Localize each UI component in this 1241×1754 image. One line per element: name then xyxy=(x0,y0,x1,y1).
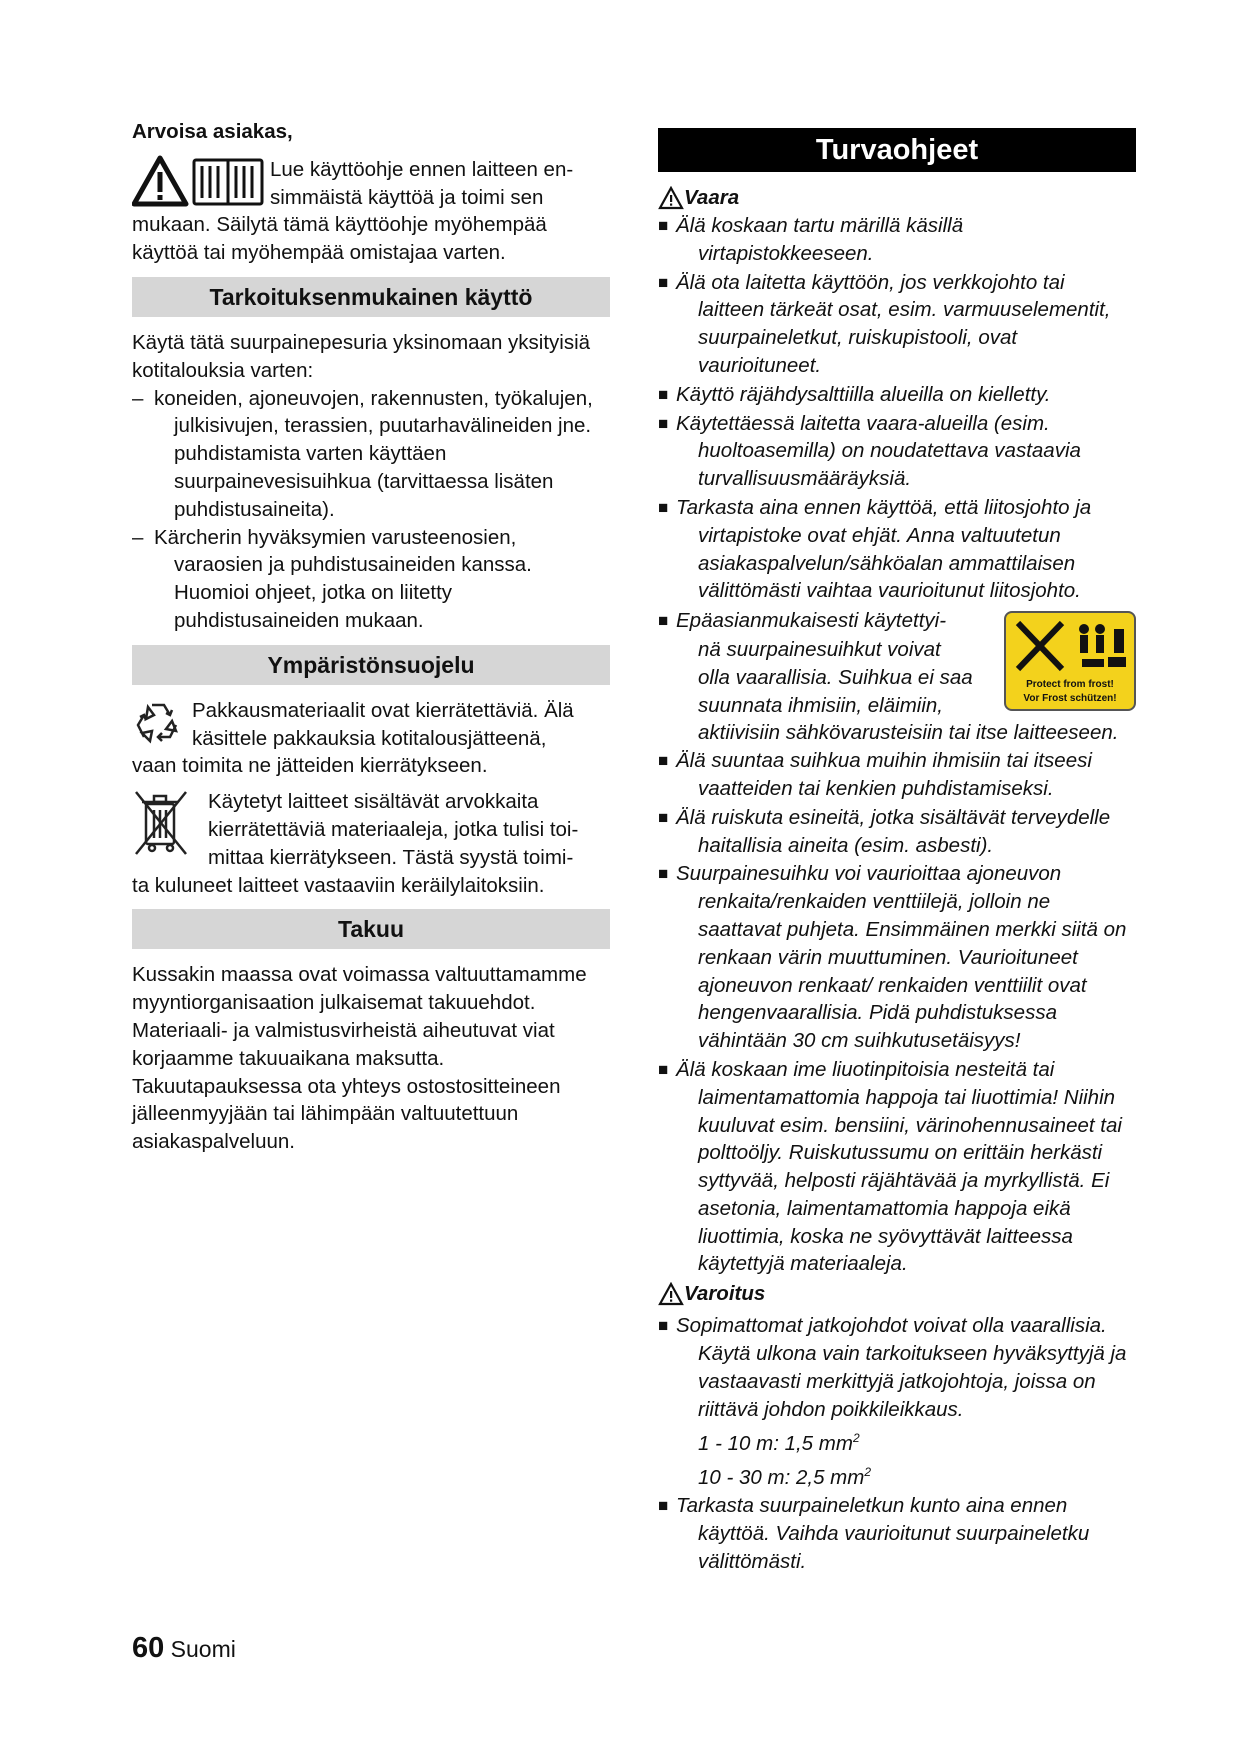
list-item-text: Tarkasta aina ennen käyttöä, että liitosjohto ja virtapistoke ovat ehjät. Anna valtuutetun asiakaspalvelun/sähköalan ammattilaisen välittömästi vaihtaa vaurioitunut liitosjohto. xyxy=(676,495,1092,603)
list-item-text: Tarkasta suurpaineletkun kunto aina ennen käyttöä. Vaihda vaurioitunut suurpaineletku välittömästi. xyxy=(676,1494,1090,1573)
section-heading-environment: Ympäristönsuojelu xyxy=(132,645,610,685)
footer-language: Suomi xyxy=(170,1636,236,1662)
warning-triangle-icon xyxy=(134,158,186,204)
list-item-text: Kärcherin hyväksymien varusteenosien, varaosien ja puhdistusaineiden kanssa. Huomioi ohjeet, jotka on liitetty puhdistusaineiden mukaan. xyxy=(154,525,532,632)
bullet-square-icon: ■ xyxy=(658,1059,669,1079)
danger-label: Vaara xyxy=(684,186,740,209)
list-item xyxy=(658,607,1004,635)
safety-title: Turvaohjeet xyxy=(658,128,1136,172)
list-item-text: Älä suuntaa suihkua muihin ihmisiin tai itseesi vaatteiden tai kenkien puhdistamiseksi. xyxy=(676,749,1092,800)
page-number: 60 xyxy=(132,1632,165,1664)
bullet-square-icon: ■ xyxy=(658,272,669,292)
list-item xyxy=(658,410,1136,493)
no-spray-pictogram-icon xyxy=(1008,615,1132,677)
list-item: – Kärcherin hyväksymien varusteenosien, varaosien ja puhdistusaineiden kanssa. Huomioi ohjeet, jotka on liitetty puhdistusaineiden mukaan. xyxy=(132,524,610,635)
recycle-lines xyxy=(192,697,574,753)
intro-line: simmäistä käyttöä ja toimi sen xyxy=(270,185,544,209)
list-item xyxy=(658,1312,1136,1423)
bullet-square-icon: ■ xyxy=(658,807,669,827)
list-item: – koneiden, ajoneuvojen, rakennusten, työkalujen, julkisivujen, terassien, puutarhavälineiden jne. puhdistamista varten käyttäen suurpainevesisuihkua (tarvittaessa lisäten puhdistusaineita). xyxy=(132,385,610,524)
warranty-text: Kussakin maassa ovat voimassa valtuuttamamme myyntiorganisaation julkaisemat takuuehdot. Materiaali- ja valmistusvirheistä aiheutuvat viat korjaamme takuuaikana maksutta. Takuutapauksessa ota yhteys ostostositteineen jälleenmyyjään tai lähimpään valtuutettuun asiakaspalveluun. xyxy=(132,963,587,1154)
jet-line: Epäasianmukaisesti käytettyi- xyxy=(676,609,947,633)
weee-line: Käytetyt laitteet sisältävät arvokkaita xyxy=(208,790,539,814)
bullet-square-icon: ■ xyxy=(658,864,669,884)
jet-warning-item xyxy=(658,607,1136,747)
cable-spec xyxy=(658,1458,1136,1492)
list-item-text: koneiden, ajoneuvojen, rakennusten, työkalujen, julkisivujen, terassien, puutarhavälineiden jne. puhdistamista varten käyttäen suurpainevesisuihkua (tarvittaessa lisäten puhdistusaineita). xyxy=(154,386,593,521)
weee-text: ta kuluneet laitteet vastaaviin keräilylaitoksiin. xyxy=(132,873,545,897)
jet-line: olla vaarallisia. Suihkua ei saa xyxy=(698,665,973,689)
list-item-text: Käytettäessä laitetta vaara-alueilla (esim. huoltoasemilla) on noudatettava vastaavia turvallisuusmääräyksiä. xyxy=(676,411,1081,491)
intro-text: mukaan. Säilytä tämä käyttöohje myöhempää käyttöä tai myöhempää omistajaa varten. xyxy=(132,213,547,265)
list-item-text: Älä ota laitetta käyttöön, jos verkkojohto tai laitteen tärkeät osat, esim. varmuuselementit, suurpaineletkut, ruiskupistooli, ovat vaurioituneet. xyxy=(676,270,1111,377)
list-item xyxy=(658,212,1136,268)
manual-book-icon xyxy=(194,160,262,204)
list-item-text: Älä ruiskuta esineitä, jotka sisältävät terveydelle haitallisia aineita (esim. asbesti). xyxy=(676,805,1111,857)
bullet-square-icon: ■ xyxy=(658,497,669,517)
section-heading-warranty: Takuu xyxy=(132,909,610,949)
greeting: Arvoisa asiakas, xyxy=(132,120,293,143)
list-item xyxy=(658,269,1136,380)
right-column xyxy=(658,128,1136,1577)
weee-line: kierrätettäviä materiaaleja, jotka tulisi toi- xyxy=(208,817,579,841)
bullet-square-icon: ■ xyxy=(658,1316,669,1336)
list-item-text: Käyttö räjähdysalttiilla alueilla on kielletty. xyxy=(676,382,1051,406)
intro-line: Lue käyttöohje ennen laitteen en- xyxy=(270,157,574,181)
warning-triangle-icon xyxy=(658,1282,684,1306)
recycle-line: käsittele pakkauksia kotitalousjätteenä, xyxy=(192,726,547,750)
recycle-icon xyxy=(132,697,192,753)
left-column xyxy=(132,118,610,1156)
jet-text: aktiivisiin sähkövarusteisiin tai itse laitteeseen. xyxy=(698,721,1119,745)
list-item-text: Suurpainesuihku voi vaurioittaa ajoneuvon renkaita/renkaiden venttiilejä, jolloin ne saattavat puhjeta. Ensimmäinen merkki siitä on renkaan värin muuttuminen. Vaurioituneet ajoneuvon renkaat/ renkaiden venttiilit ovat hengenvaarallisia. Pidä puhdistuksessa vähintään 30 cm suihkutusetäisyys! xyxy=(676,862,1127,1053)
frost-text-en: Protect from frost! xyxy=(1026,679,1114,691)
bullet-square-icon: ■ xyxy=(658,751,669,771)
list-item-text: Sopimattomat jatkojohdot voivat olla vaarallisia. Käytä ulkona vain tarkoitukseen hyväksyttyjä ja vastaavasti merkittyjä jatkojohtoja, joissa on riittävä johdon poikkileikkaus. xyxy=(676,1314,1127,1421)
bullet-square-icon: ■ xyxy=(658,413,669,433)
section-heading-intended-use: Tarkoituksenmukainen käyttö xyxy=(132,277,610,317)
danger-heading xyxy=(658,184,1136,212)
recycle-block xyxy=(132,697,610,753)
jet-line: suunnata ihmisiin, eläimiin, xyxy=(698,693,943,717)
recycle-line: Pakkausmateriaalit ovat kierrätettäviä. Älä xyxy=(192,698,574,722)
recycle-text: vaan toimita ne jätteiden kierrätykseen. xyxy=(132,754,488,778)
intro-lines xyxy=(270,154,573,212)
cable-spec xyxy=(658,1424,1136,1458)
cable-spec-sup: 2 xyxy=(852,1431,860,1446)
list-item xyxy=(658,494,1136,605)
bullet-square-icon: ■ xyxy=(658,1496,669,1516)
list-item-text: Älä koskaan tartu märillä käsillä virtapistokkeeseen. xyxy=(676,214,964,265)
danger-triangle-icon xyxy=(658,186,684,210)
weee-block xyxy=(132,788,610,871)
intro-icons xyxy=(132,154,270,212)
list-item xyxy=(658,747,1136,803)
crossed-bin-icon xyxy=(132,788,208,871)
bullet-square-icon: ■ xyxy=(658,611,669,631)
list-item xyxy=(658,381,1136,409)
intro-block xyxy=(132,154,610,212)
cable-spec-text: 1 - 10 m: 1,5 mm xyxy=(698,1432,853,1456)
list-item xyxy=(658,1492,1136,1575)
weee-line: mittaa kierrätykseen. Tästä syystä toimi- xyxy=(208,845,574,869)
cable-spec-text: 10 - 30 m: 2,5 mm xyxy=(698,1466,865,1490)
page-footer xyxy=(132,1632,236,1665)
list-item xyxy=(658,860,1136,1055)
frost-text-de: Vor Frost schützen! xyxy=(1023,693,1117,705)
warning-heading xyxy=(658,1280,1136,1308)
warning-label: Varoitus xyxy=(684,1282,766,1306)
list-item-text: Älä koskaan ime liuotinpitoisia nesteitä tai laimentamattomia happoja tai liuottimia! Niihin kuuluvat esim. bensiini, värinohennusaineet tai polttoöljy. Ruiskutussumu on erittäin herkästi syttyvää, helposti räjähtävää ja myrkyllistä. Ei asetonia, laimentamattomia happoja eikä liuottimia, koska ne syövyttävät laitteessa käytettyjä materiaaleja. xyxy=(676,1057,1122,1276)
jet-line: nä suurpainesuihkut voivat xyxy=(698,637,941,661)
list-item xyxy=(658,804,1136,860)
bullet-square-icon: ■ xyxy=(658,216,669,235)
cable-spec-sup: 2 xyxy=(864,1465,872,1480)
bullet-square-icon: ■ xyxy=(658,384,669,404)
list-item xyxy=(658,1056,1136,1278)
intended-use-text: Käytä tätä suurpainepesuria yksinomaan yksityisiä kotitalouksia varten: xyxy=(132,330,591,382)
frost-warning-label xyxy=(1004,611,1136,711)
weee-lines xyxy=(208,788,578,871)
